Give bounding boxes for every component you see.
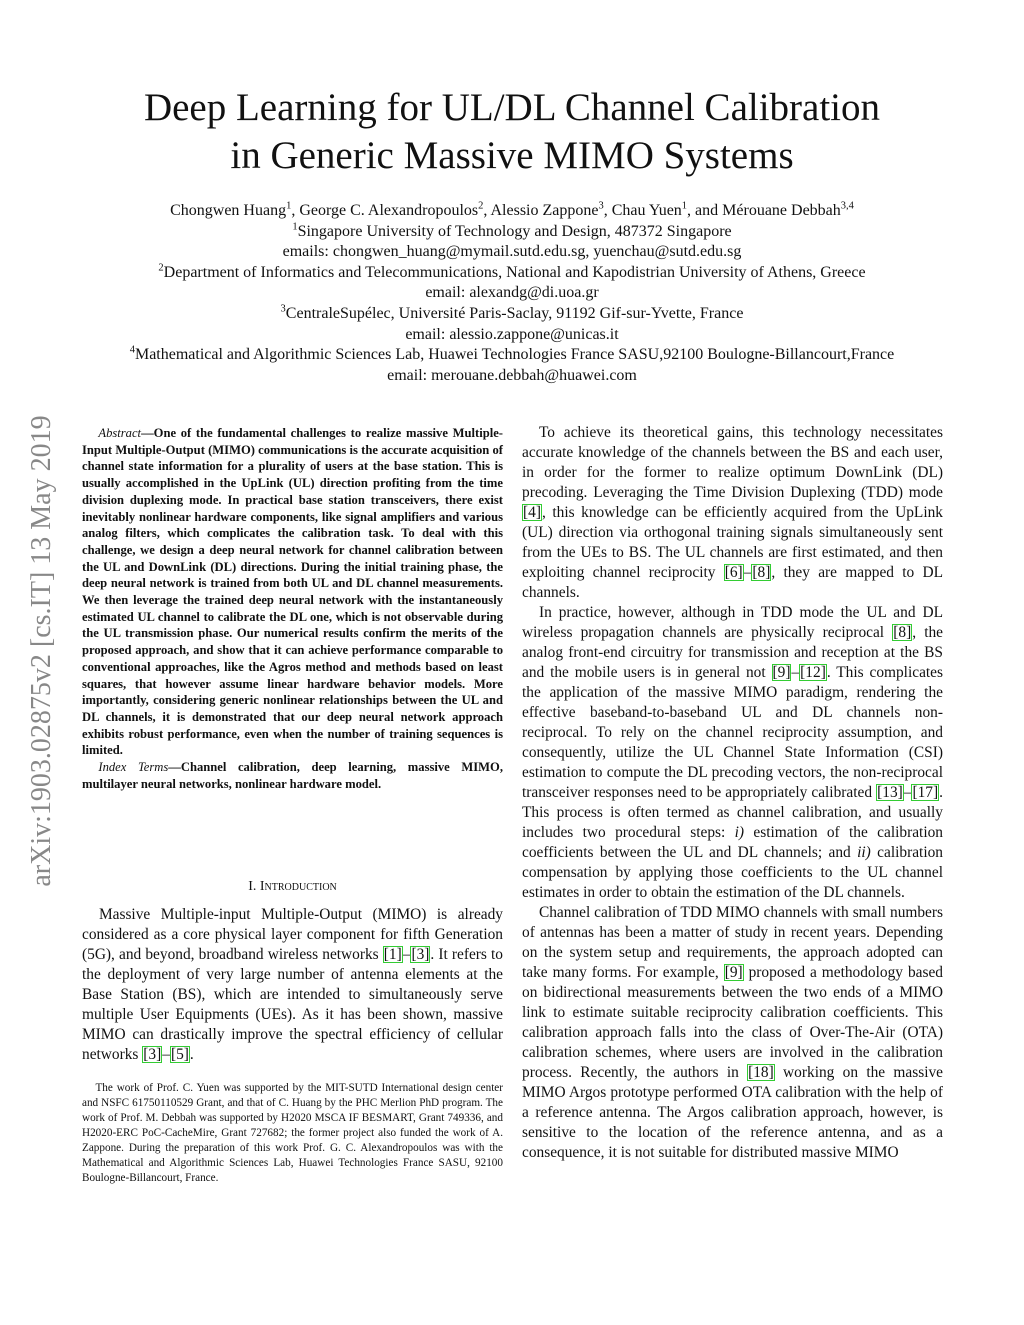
citation-link[interactable]: [3]	[411, 946, 430, 963]
author-separator: ,	[603, 202, 612, 219]
affiliation	[0, 345, 1024, 366]
index-terms-label: Index Terms	[98, 760, 169, 775]
affiliation-text: CentraleSupélec, Université Paris-Saclay, 91192 Gif-sur-Yvette, France	[285, 304, 744, 322]
citation-link[interactable]: [9]	[724, 964, 743, 981]
arxiv-id: arXiv:1903.02875v2 [cs.IT] 13 May 2019	[26, 415, 57, 887]
author-list	[0, 201, 1024, 222]
affiliation-number: 4	[129, 344, 135, 356]
affiliation-number: 2	[158, 262, 164, 274]
section-title: Introduction	[259, 879, 337, 894]
citation-link[interactable]: [8]	[893, 624, 912, 641]
citation-link[interactable]: [13]	[877, 784, 903, 801]
footnote-text: The work of Prof. C. Yuen was supported by the MIT-SUTD International design center and NSFC 61750110529 Grant, and that of C. Huang by the PHC Merlion PhD program. The work of Prof. M. Debbah was supported by H2020 MSCA IF BESMART, Grant 749336, and H2020-ERC PoC-CacheMire, Grant 727682; the former project also funded the work of A. Zappone. During the preparation of this work Prof. G. C. Alexandropoulos was with the Mathematical and Algorithmic Sciences Lab, Huawei Technologies France SASU, 92100 Boulogne-Billancourt, France.	[82, 1082, 503, 1184]
author-name: George C. Alexandropoulos	[299, 202, 479, 219]
right-column-body	[522, 423, 943, 1163]
author-affiliation-mark: 3	[598, 200, 604, 212]
text-run: . This process is often termed as channel calibration, and usually includes two procedural steps:	[522, 784, 943, 841]
affiliation	[0, 222, 1024, 243]
author-affiliation-mark: 3,4	[840, 200, 854, 212]
citation-link[interactable]: [12]	[800, 664, 826, 681]
author-affiliation-mark: 1	[286, 200, 292, 212]
affiliation	[0, 304, 1024, 325]
funding-footnote	[82, 1081, 503, 1186]
citation-link[interactable]: [5]	[170, 1046, 189, 1063]
text-run: –	[743, 564, 752, 581]
title-line-1: Deep Learning for UL/DL Channel Calibration	[143, 86, 881, 129]
affiliation-email: email: merouane.debbah@huawei.com	[387, 366, 637, 384]
author-separator: ,	[291, 202, 300, 219]
italic-marker: i)	[734, 824, 745, 841]
section-heading-introduction	[82, 879, 503, 895]
text-run: calibration compensation by applying those coefficients to the UL channel estimates in order to obtain the estimation of the DL channels.	[522, 844, 943, 901]
affiliation-text: Singapore University of Technology and Design, 487372 Singapore	[297, 222, 732, 240]
citation-link[interactable]: [6]	[724, 564, 743, 581]
text-run: –	[791, 664, 800, 681]
citation-link[interactable]: [4]	[523, 504, 541, 521]
affiliation	[0, 263, 1024, 284]
author-name: Chau Yuen	[611, 202, 682, 219]
author-name: Chongwen Huang	[170, 202, 287, 219]
author-name: Alessio Zappone	[490, 202, 599, 219]
abstract-label: Abstract	[98, 426, 142, 440]
affiliation-email: email: alessio.zappone@unicas.it	[405, 325, 619, 343]
text-run: . It refers to the deployment of very large number of antenna elements at the Base Station (BS), which are intended to simultaneously serve multiple User Equipments (UEs). As it has been shown, massive MIMO can drastically improve the spectral efficiency of cellular networks	[82, 946, 503, 1063]
text-run: , this knowledge can be efficiently acquired from the UpLink (UL) direction via orthogonal training signals simultaneously sent from the UEs to BS. The UL channels are first estimated, and then exploiting channel reciprocity	[522, 504, 943, 581]
citation-link[interactable]: [3]	[143, 1046, 162, 1063]
author-name: Mérouane Debbah	[722, 202, 841, 219]
citation-link[interactable]: [1]	[383, 946, 402, 963]
introduction-body	[82, 905, 503, 1065]
citation-link[interactable]: [9]	[772, 664, 791, 681]
affiliation-email: emails: chongwen_huang@mymail.sutd.edu.sg, yuenchau@sutd.edu.sg	[282, 243, 742, 261]
affiliation-number: 1	[292, 221, 298, 233]
abstract	[82, 425, 503, 792]
text-run: working on the massive MIMO Argos prototype performed OTA calibration with the help of a reference antenna. The Argos calibration approach, however, is sensitive to the location of the reference antenna, and as a consequence, it is not suitable for distributed massive MIMO	[522, 1064, 944, 1161]
citation-link[interactable]: [18]	[748, 1064, 774, 1081]
arxiv-identifier-sidebar	[22, 360, 62, 940]
affiliation-text: Department of Informatics and Telecommunications, National and Kapodistrian University of Athens, Greece	[163, 263, 866, 281]
paragraph	[522, 423, 943, 603]
author-block	[0, 201, 1024, 386]
text-run: estimation of the calibration coefficients between the UL and DL channels; and	[522, 824, 943, 861]
paragraph	[82, 905, 503, 1065]
author-affiliation-mark: 1	[681, 200, 688, 212]
text-run: To achieve its theoretical gains, this technology necessitates accurate knowledge of the channels between the BS and each user, in order for the former to realize optimum DownLink (DL) precoding. Leveraging the Time Division Duplexing (TDD) mode	[522, 424, 943, 501]
citation-link[interactable]: [8]	[752, 564, 771, 581]
paper-title	[0, 84, 1024, 180]
section-number: I.	[248, 879, 260, 894]
paragraph	[522, 903, 943, 1163]
text-run: .	[189, 1046, 194, 1063]
abstract-text: —One of the fundamental challenges to realize massive Multiple-Input Multiple-Output (MIMO) communications is the accurate acquisition of channel state information for a plurality of users at the base station. This is usually accomplished in the UpLink (UL) direction profiting from the time division duplexing mode. In practical base station transceivers, there exist inevitably nonlinear hardware components, like signal amplifiers and various analog filters, which complicates the calibration task. To deal with this challenge, we design a deep neural network for channel calibration between the UL and DownLink (DL) directions. During the initial training phase, the deep neural network is trained from both UL and DL channel measurements. We then leverage the trained deep neural network with the instantaneously estimated UL channel to calibrate the DL one, which is not observable during the UL transmission phase. Our numerical results confirm the merits of the proposed approach, and show that it can achieve performance comparable to conventional approaches, like the Agros method and methods based on least squares, that however assume linear hardware behavior models. More importantly, considering generic nonlinear relationships between the UL and DL channels, it is demonstrated that our deep neural network approach exhibits robust performance, even when the number of training sequences is limited.	[82, 426, 503, 758]
affiliation-text: Mathematical and Algorithmic Sciences Lab, Huawei Technologies France SASU,92100 Boulogne-Billancourt,France	[134, 346, 895, 364]
text-run: –	[162, 1046, 170, 1063]
affiliation-email: email: alexandg@di.uoa.gr	[425, 284, 599, 302]
index-terms-text: —Channel calibration, deep learning, massive MIMO, multilayer neural networks, nonlinear hardware model.	[82, 760, 503, 791]
affiliation-number: 3	[280, 303, 286, 315]
text-run: . This complicates the application of the massive MIMO paradigm, rendering the effective baseband-to-baseband UL and DL channels non-reciprocal. To rely on the channel reciprocity assumption, and consequently, utilize the UL Channel State Information (CSI) estimation to compute the DL precoding vectors, the non-reciprocal transceiver responses need to be appropriately calibrated	[522, 664, 943, 801]
italic-marker: ii)	[857, 844, 871, 861]
title-line-2: in Generic Massive MIMO Systems	[230, 134, 794, 177]
text-run: In practice, however, although in TDD mode the UL and DL wireless propagation channels are physically reciprocal	[522, 604, 943, 641]
author-affiliation-mark: 2	[478, 200, 484, 212]
text-run: Massive Multiple-input Multiple-Output (MIMO) is already considered as a core physical layer component for fifth Generation (5G), and beyond, broadband wireless networks	[82, 906, 503, 963]
text-run: –	[402, 946, 411, 963]
citation-link[interactable]: [17]	[912, 784, 939, 801]
paragraph	[522, 603, 943, 903]
author-separator: , and	[687, 202, 723, 219]
text-run: , the analog front-end circuitry for transmission and reception at the BS and the mobile users is in general not	[522, 624, 943, 681]
text-run: Channel calibration of TDD MIMO channels with small numbers of antennas has been a matter of study in recent years. Depending on the system setup and requirements, the approach adopted can take many forms. For example,	[522, 904, 943, 981]
author-separator: ,	[483, 202, 491, 219]
text-run: –	[903, 784, 912, 801]
text-run: , they are mapped to DL channels.	[522, 564, 944, 601]
text-run: proposed a methodology based on bidirectional measurements between the two ends of a MIMO link to estimate suitable reciprocity calibration coefficients. This calibration approach falls into the class of Over-The-Air (OTA) calibration schemes, where users are involved in the calibration process. Recently, the authors in	[522, 964, 943, 1081]
